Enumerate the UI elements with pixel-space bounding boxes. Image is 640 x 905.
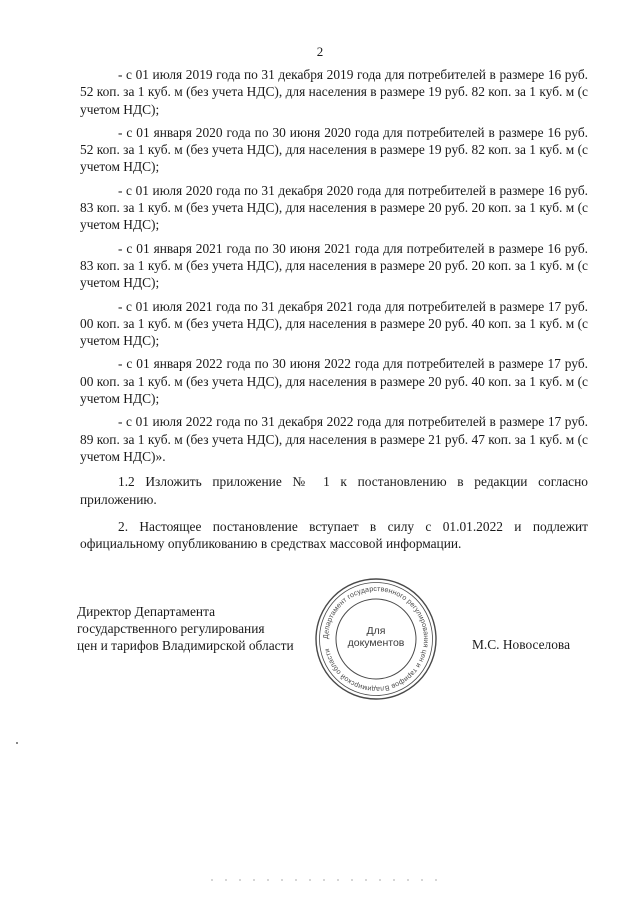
tariff-item: - с 01 января 2021 года по 30 июня 2021 года для потребителей в размере 16 руб. 83 коп. за 1 куб. м (без учета НДС), для населения в размере 20 руб. 20 коп. за 1 куб. м (с учетом НДС);: [80, 240, 588, 291]
paragraph-1-2: 1.2 Изложить приложение № 1 к постановлению в редакции согласно приложению.: [80, 474, 588, 507]
page-number: 2: [316, 44, 324, 59]
official-seal: [314, 577, 438, 701]
scan-artifact-dots: [205, 878, 445, 882]
tariff-item: - с 01 июля 2019 года по 31 декабря 2019 года для потребителей в размере 16 руб. 52 коп. за 1 куб. м (без учета НДС), для населения в размере 19 руб. 82 коп. за 1 куб. м (с учетом НДС);: [80, 67, 588, 117]
document-body: [80, 66, 588, 558]
signatory-position-line: цен и тарифов Владимирской области: [77, 638, 294, 653]
scan-artifact-mark: [16, 742, 18, 744]
tariff-item: - с 01 июля 2022 года по 31 декабря 2022 года для потребителей в размере 17 руб. 89 коп. за 1 куб. м (без учета НДС), для населения в размере 21 руб. 47 коп. за 1 куб. м (с учетом НДС)».: [80, 414, 588, 464]
signatory-name: М.С. Новоселова: [472, 637, 571, 652]
signatory-position-line: Директор Департамента: [77, 604, 216, 619]
seal-center-text: [314, 625, 438, 649]
seal-center-line: документов: [347, 637, 405, 649]
tariff-item: - с 01 июля 2020 года по 31 декабря 2020 года для потребителей в размере 16 руб. 83 коп. за 1 куб. м (без учета НДС), для населения в размере 20 руб. 20 коп. за 1 куб. м (с учетом НДС);: [80, 182, 588, 233]
seal-center-line: Для: [366, 625, 386, 637]
signatory-position-line: государственного регулирования: [77, 621, 265, 636]
tariff-item: - с 01 января 2020 года по 30 июня 2020 года для потребителей в размере 16 руб. 52 коп. за 1 куб. м (без учета НДС), для населения в размере 19 руб. 82 коп. за 1 куб. м (с учетом НДС);: [80, 124, 588, 175]
tariff-item: - с 01 января 2022 года по 30 июня 2022 года для потребителей в размере 17 руб. 00 коп. за 1 куб. м (без учета НДС), для населения в размере 20 руб. 40 коп. за 1 куб. м (с учетом НДС);: [80, 356, 588, 407]
seal-ring-text: Департамент государственного регулирования цен и тарифов Владимирской области: [321, 584, 431, 694]
paragraph-2: 2. Настоящее постановление вступает в силу с 01.01.2022 и подлежит официальному опубликованию в средствах массовой информации.: [80, 518, 588, 552]
signatory-position: [77, 603, 294, 654]
tariff-item: - с 01 июля 2021 года по 31 декабря 2021 года для потребителей в размере 17 руб. 00 коп. за 1 куб. м (без учета НДС), для населения в размере 20 руб. 40 коп. за 1 куб. м (с учетом НДС);: [80, 298, 588, 349]
